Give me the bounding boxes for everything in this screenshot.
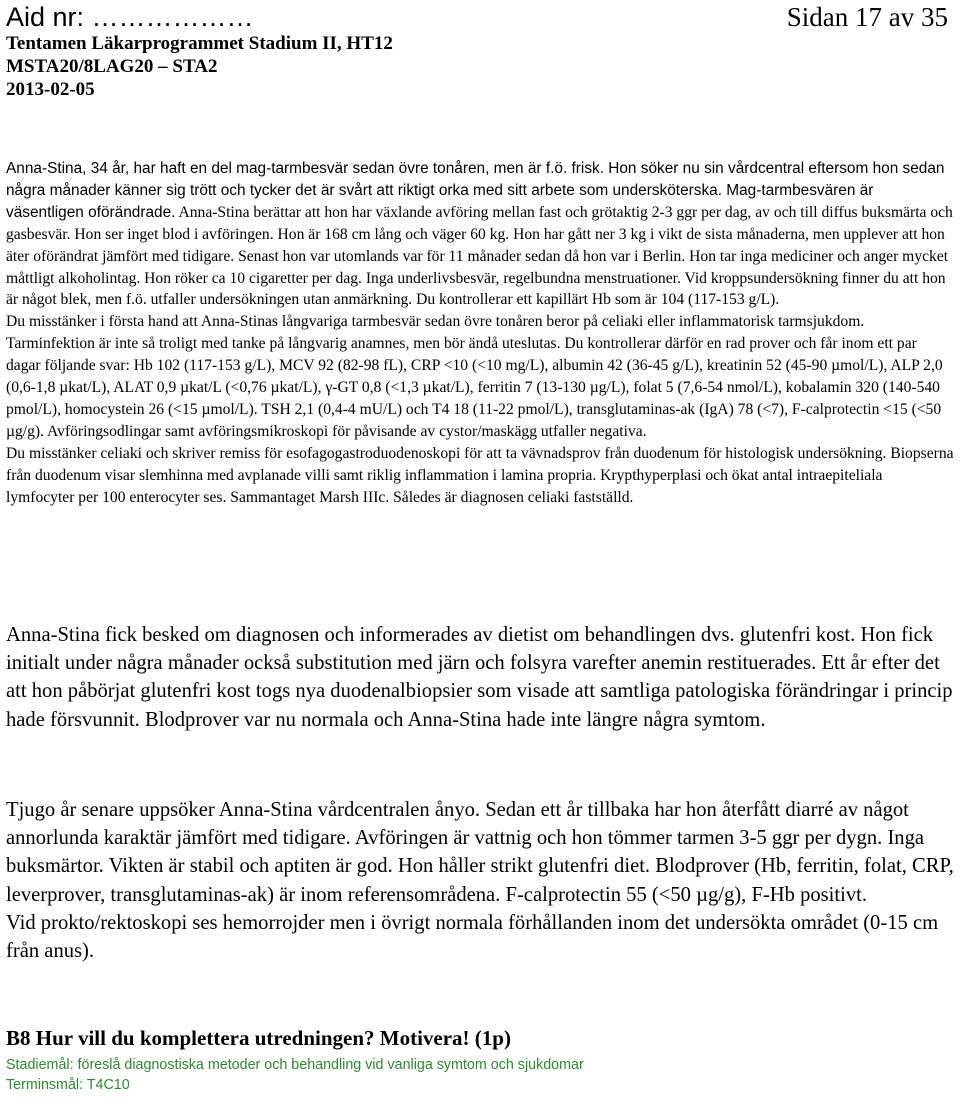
case-description [6,158,954,509]
case-followup-2 [6,796,956,965]
case-paragraph-3: Du misstänker celiaki och skriver remiss för esofagogastroduodenoskopi för att ta vävnadsprov från duodenum för histologisk undersökning. Biopserna från duodenum visar slemhinna med avplanade villi samt riklig inflammation i lamina propria. Krypthyperplasi och ökat antal intraepiteliala lymfocyter per 100 enterocyter ses. Sammantaget Marsh IIIc. Således är diagnosen celiaki fastställd. [6,444,954,506]
followup-paragraph-1: Anna-Stina fick besked om diagnosen och informerades av dietist om behandlingen dvs. glutenfri kost. Hon fick initialt under några månader också substitution med järn och folsyra varefter anemin restituerades. Ett år efter det att hon påbörjat glutenfri kost togs nya duodenalbiopsier som visade att samtliga patologiska förändringar i princip hade försvunnit. Blodprover var nu normala och Anna-Stina hade inte längre några symtom. [6,624,953,731]
term-goal: Terminsmål: T4C10 [6,1077,130,1093]
case-followup-1 [6,621,956,734]
exam-date: 2013-02-05 [6,79,95,100]
page-number: Sidan 17 av 35 [786,2,948,32]
course-code: MSTA20/8LAG20 – STA2 [6,56,218,77]
exam-title: Tentamen Läkarprogrammet Stadium II, HT12 [6,33,393,54]
followup-paragraph-2: Tjugo år senare uppsöker Anna-Stina vårdcentralen ånyo. Sedan ett år tillbaka har hon återfått diarré av något annorlunda karaktär jämfört med tidigare. Avföringen är vattnig och hon tömmer tarmen 3-5 ggr per dygn. Inga buksmärtor. Vikten är stabil och aptiten är god. Hon håller strikt glutenfri diet. Blodprover (Hb, ferritin, folat, CRP, leverprover, transglutaminas-ak) är inom referensområdena. F-calprotectin 55 (<50 µg/g), F-Hb positivt. [6,799,954,906]
case-intro: Anna-Stina, 34 år, har haft en del mag-tarmbesvär sedan övre tonåren, men är f.ö. frisk. Hon söker nu sin vårdcentral eftersom hon sedan några månader känner sig trött och tycker det är svårt att riktigt orka med sitt arbete som undersköterska. Mag-tarmbesvären är väsentligen oförändrade. [6,160,945,221]
stage-goal: Stadiemål: föreslå diagnostiska metoder och behandling vid vanliga symtom och sjukdomar [6,1057,584,1073]
followup-paragraph-3: Vid prokto/rektoskopi ses hemorrojder men i övrigt normala förhållanden inom det undersökta området (0-15 cm från anus). [6,911,939,963]
case-history: Anna-Stina berättar att hon har växlande avföring mellan fast och grötaktig 2-3 ggr per dag, av och till diffus buksmärta och gasbesvär. Hon ser inget blod i avföringen. Hon är 168 cm lång och väger 60 kg. Hon har gått ner 3 kg i vikt de sista månaderna, men upplever att hon äter oförändrat jämfört med tidigare. Senast hon var utomlands var för 11 månader sedan då hon var i Berlin. Hon tar inga mediciner och anger mycket måttligt alkoholintag. Hon röker ca 10 cigaretter per dag. Inga underlivsbesvär, regelbundna menstruationer. Vid kroppsundersökning finner du att hon är något blek, men f.ö. utfaller undersökningen utan anmärkning. Du kontrollerar ett kapillärt Hb som är 104 (117-153 g/L). [6,203,953,309]
aid-number: Aid nr: ……………… [6,2,254,32]
question-b8: B8 Hur vill du komplettera utredningen? Motivera! (1p) [6,1026,511,1050]
case-paragraph-2: Du misstänker i första hand att Anna-Stinas långvariga tarmbesvär sedan övre tonåren beror på celiaki eller inflammatorisk tarmsjukdom. Tarminfektion är inte så troligt med tanke på långvarig anamnes, men bör ändå uteslutas. Du kontrollerar därför en rad prover och får inom ett par dagar följande svar: Hb 102 (117-153 g/L), MCV 92 (82-98 fL), CRP <10 (<10 mg/L), albumin 42 (36-45 g/L), kreatinin 52 (45-90 µmol/L), ALP 2,0 (0,6-1,8 µkat/L), ALAT 0,9 µkat/L (<0,76 µkat/L), γ-GT 0,8 (<1,3 µkat/L), ferritin 7 (13-130 µg/L), folat 5 (7,6-54 nmol/L), kobalamin 320 (140-540 pmol/L), homocystein 26 (<15 µmol/L). TSH 2,1 (0,4-4 mU/L) och T4 18 (11-22 pmol/L), transglutaminas-ak (IgA) 78 (<7), F-calprotectin <15 (<50 µg/g). Avföringsodlingar samt avföringsmikroskopi för påvisande av cystor/maskägg utfaller negativa. [6,313,943,440]
case-paragraph-1 [6,158,954,311]
